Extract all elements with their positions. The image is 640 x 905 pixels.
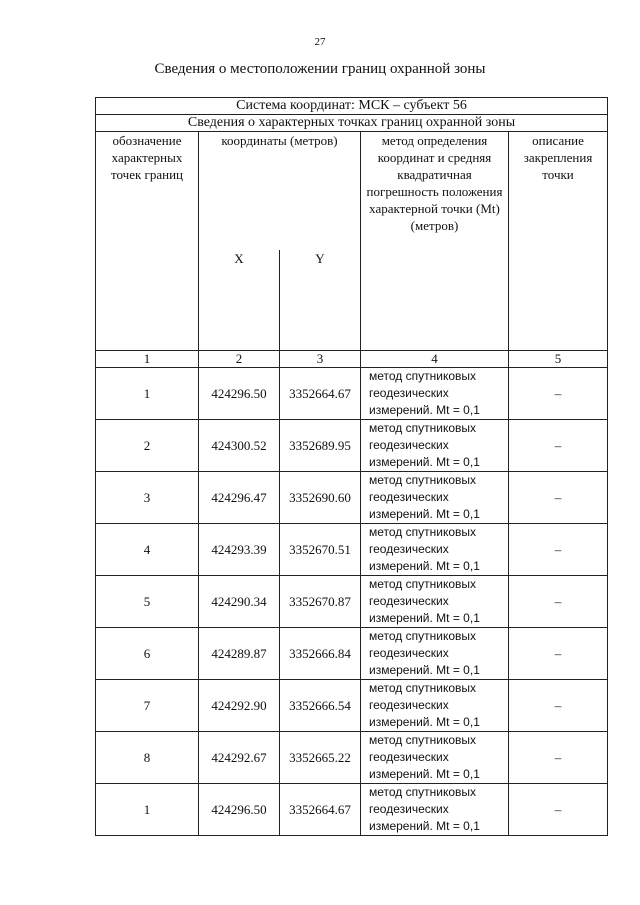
point-cell: 7 <box>96 680 199 732</box>
description-cell: – <box>509 420 608 472</box>
method-line: измерений. Mt = 0,1 <box>369 819 480 833</box>
column-number: 3 <box>280 351 361 368</box>
x-cell: 424296.50 <box>199 368 280 420</box>
description-cell: – <box>509 628 608 680</box>
method-line: измерений. Mt = 0,1 <box>369 403 480 417</box>
table-row <box>96 784 608 836</box>
method-line: геодезических <box>369 438 449 452</box>
method-line: измерений. Mt = 0,1 <box>369 767 480 781</box>
method-cell <box>361 368 509 420</box>
column-header-coordinates: координаты (метров) <box>199 132 361 251</box>
method-line: геодезических <box>369 646 449 660</box>
column-header-y: Y <box>280 250 361 351</box>
x-cell: 424300.52 <box>199 420 280 472</box>
x-cell: 424292.90 <box>199 680 280 732</box>
method-line: метод спутниковых <box>369 785 477 799</box>
description-cell: – <box>509 472 608 524</box>
x-cell: 424293.39 <box>199 524 280 576</box>
method-line: измерений. Mt = 0,1 <box>369 559 480 573</box>
point-cell: 2 <box>96 420 199 472</box>
method-line: метод спутниковых <box>369 733 477 747</box>
column-number: 2 <box>199 351 280 368</box>
y-cell: 3352670.87 <box>280 576 361 628</box>
x-cell: 424290.34 <box>199 576 280 628</box>
description-cell: – <box>509 576 608 628</box>
y-cell: 3352666.54 <box>280 680 361 732</box>
method-line: геодезических <box>369 802 449 816</box>
method-line: геодезических <box>369 542 449 556</box>
method-line: метод спутниковых <box>369 629 477 643</box>
method-line: метод спутниковых <box>369 369 477 383</box>
x-cell: 424296.50 <box>199 784 280 836</box>
y-cell: 3352689.95 <box>280 420 361 472</box>
x-cell: 424289.87 <box>199 628 280 680</box>
method-cell <box>361 680 509 732</box>
document-title: Сведения о местоположении границ охранной зоны <box>154 61 486 77</box>
description-cell: – <box>509 680 608 732</box>
coordinate-system-header: Система координат: МСК – субъект 56 <box>96 98 608 115</box>
method-cell <box>361 472 509 524</box>
column-header-description: описание закрепления точки <box>509 132 608 351</box>
description-cell: – <box>509 784 608 836</box>
y-cell: 3352666.84 <box>280 628 361 680</box>
column-header-x: X <box>199 250 280 351</box>
table-row <box>96 732 608 784</box>
method-cell <box>361 576 509 628</box>
page-number: 27 <box>314 36 326 48</box>
method-line: метод спутниковых <box>369 421 477 435</box>
table-row <box>96 680 608 732</box>
table-row <box>96 576 608 628</box>
table-row <box>96 420 608 472</box>
coordinates-table <box>95 97 608 836</box>
point-cell: 6 <box>96 628 199 680</box>
table-row <box>96 628 608 680</box>
point-cell: 1 <box>96 368 199 420</box>
description-cell: – <box>509 368 608 420</box>
y-cell: 3352664.67 <box>280 784 361 836</box>
column-header-method: метод определения координат и средняя квадратичная погрешность положения характерной точки (Mt) (метров) <box>361 132 509 351</box>
method-line: измерений. Mt = 0,1 <box>369 663 480 677</box>
method-line: метод спутниковых <box>369 525 477 539</box>
method-line: метод спутниковых <box>369 577 477 591</box>
column-number: 4 <box>361 351 509 368</box>
y-cell: 3352664.67 <box>280 368 361 420</box>
method-line: метод спутниковых <box>369 473 477 487</box>
column-numbers-row <box>96 351 608 368</box>
x-cell: 424292.67 <box>199 732 280 784</box>
point-cell: 4 <box>96 524 199 576</box>
method-line: измерений. Mt = 0,1 <box>369 715 480 729</box>
method-line: измерений. Mt = 0,1 <box>369 455 480 469</box>
y-cell: 3352665.22 <box>280 732 361 784</box>
method-cell <box>361 628 509 680</box>
method-line: геодезических <box>369 698 449 712</box>
y-cell: 3352670.51 <box>280 524 361 576</box>
table-row <box>96 472 608 524</box>
y-cell: 3352690.60 <box>280 472 361 524</box>
table-row <box>96 368 608 420</box>
section-header: Сведения о характерных точках границ охранной зоны <box>96 115 608 132</box>
method-line: геодезических <box>369 386 449 400</box>
method-line: измерений. Mt = 0,1 <box>369 611 480 625</box>
method-line: геодезических <box>369 594 449 608</box>
method-line: метод спутниковых <box>369 681 477 695</box>
method-cell <box>361 420 509 472</box>
method-line: геодезических <box>369 490 449 504</box>
point-cell: 1 <box>96 784 199 836</box>
column-header-point: обозначение характерных точек границ <box>96 132 199 351</box>
column-number: 5 <box>509 351 608 368</box>
column-number: 1 <box>96 351 199 368</box>
method-line: геодезических <box>369 750 449 764</box>
method-line: измерений. Mt = 0,1 <box>369 507 480 521</box>
description-cell: – <box>509 732 608 784</box>
description-cell: – <box>509 524 608 576</box>
method-cell <box>361 732 509 784</box>
table-row <box>96 524 608 576</box>
method-cell <box>361 784 509 836</box>
point-cell: 8 <box>96 732 199 784</box>
x-cell: 424296.47 <box>199 472 280 524</box>
point-cell: 5 <box>96 576 199 628</box>
method-cell <box>361 524 509 576</box>
point-cell: 3 <box>96 472 199 524</box>
